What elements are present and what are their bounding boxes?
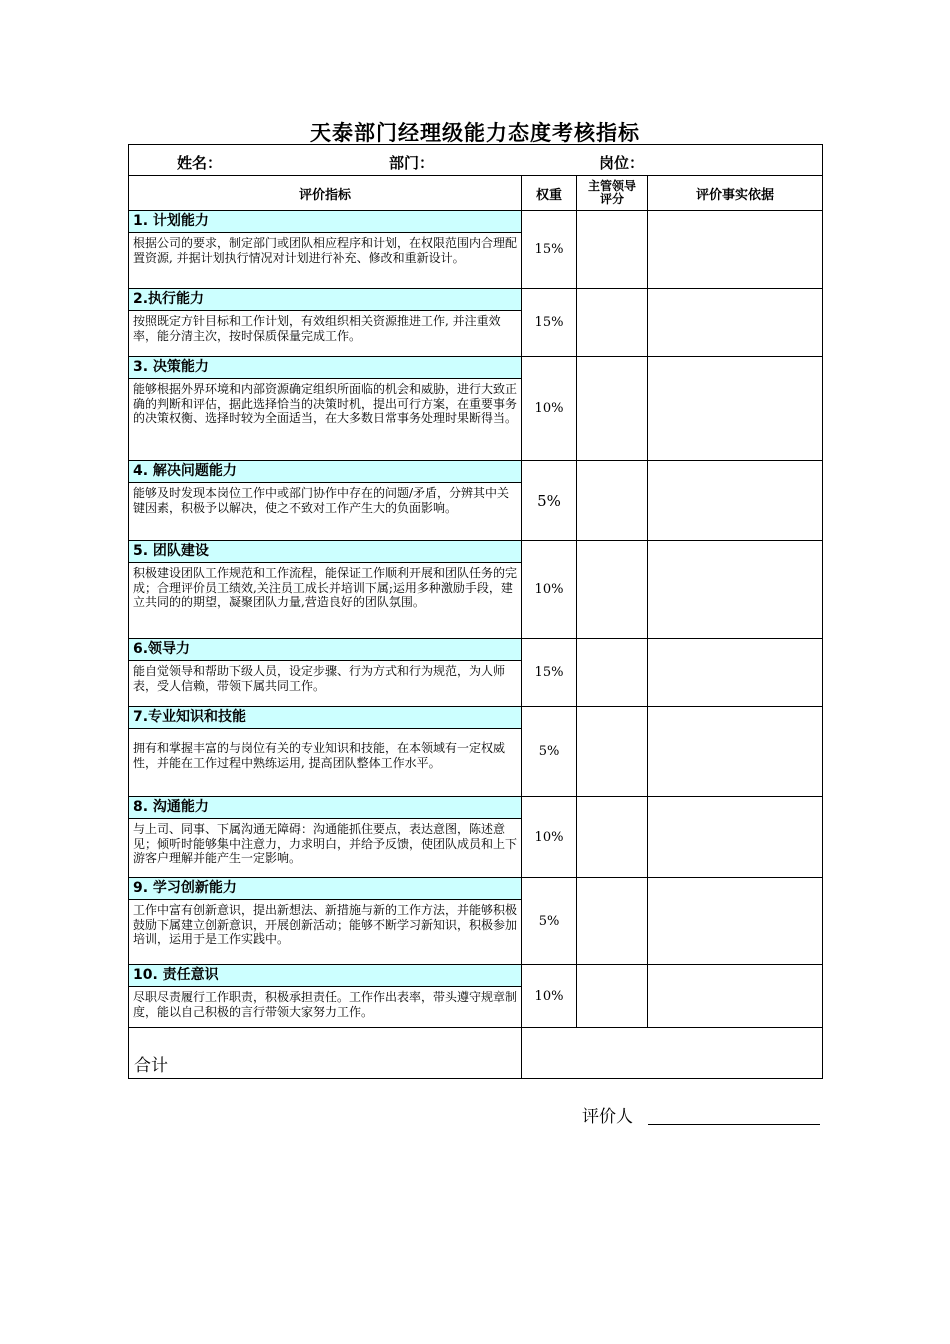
criterion-description: 根据公司的要求，制定部门或团队相应程序和计划，在权限范围内合理配置资源, 并据计划执行情况对计划进行补充、修改和重新设计。 <box>133 236 518 265</box>
criterion-cell <box>129 289 522 357</box>
criterion-cell <box>129 357 522 461</box>
criterion-score-cell[interactable] <box>577 797 648 878</box>
criterion-description: 工作中富有创新意识，提出新想法、新措施与新的工作方法，并能够积极鼓励下属建立创新意识，开展创新活动；能够不断学习新知识，积极参加培训，运用于是工作实践中。 <box>133 903 518 946</box>
criterion-score-cell[interactable] <box>577 639 648 707</box>
criterion-description: 能够及时发现本岗位工作中或部门协作中存在的问题/矛盾，分辨其中关键因素，积极予以解决，使之不致对工作产生大的负面影响。 <box>133 486 510 515</box>
criterion-row <box>129 289 823 357</box>
info-row <box>129 145 823 176</box>
criterion-score-cell[interactable] <box>577 878 648 965</box>
criterion-cell <box>129 965 522 1028</box>
criterion-cell <box>129 541 522 639</box>
header-leader-score-text: 主管领导评分 <box>587 179 636 206</box>
criterion-description: 拥有和掌握丰富的与岗位有关的专业知识和技能，在本领域有一定权威性，并能在工作过程中熟练运用, 提高团队整体工作水平。 <box>133 741 506 770</box>
criterion-description: 与上司、同事、下属沟通无障碍：沟通能抓住要点，表达意图，陈述意见；倾听时能够集中注意力，力求明白，并给予反馈，使团队成员和上下游客户理解并能产生一定影响。 <box>133 822 518 865</box>
criterion-weight: 5% <box>522 461 577 541</box>
criterion-evidence-cell[interactable] <box>648 797 823 878</box>
criterion-row <box>129 541 823 639</box>
criterion-row <box>129 211 823 289</box>
criterion-weight: 5% <box>522 878 577 965</box>
criterion-cell <box>129 707 522 797</box>
header-weight: 权重 <box>522 176 577 211</box>
evaluator-label: 评价人 <box>582 1107 633 1127</box>
criterion-row <box>129 965 823 1028</box>
criterion-cell <box>129 878 522 965</box>
criterion-description: 积极建设团队工作规范和工作流程，能保证工作顺利开展和团队任务的完成；合理评价员工绩效,关注员工成长并培训下属;运用多种激励手段，建立共同的的期望，凝聚团队力量,营造良好的团队氛围。 <box>133 566 518 609</box>
info-cell <box>129 145 823 176</box>
criterion-title: 7.专业知识和技能 <box>129 707 521 729</box>
criterion-evidence-cell[interactable] <box>648 211 823 289</box>
criterion-evidence-cell[interactable] <box>648 541 823 639</box>
total-label: 合计 <box>129 1028 522 1079</box>
criterion-evidence-cell[interactable] <box>648 461 823 541</box>
criterion-weight: 15% <box>522 639 577 707</box>
criterion-row <box>129 639 823 707</box>
header-evidence: 评价事实依据 <box>648 176 823 211</box>
total-value-cell[interactable] <box>522 1028 823 1079</box>
criterion-weight: 5% <box>522 707 577 797</box>
criterion-evidence-cell[interactable] <box>648 289 823 357</box>
criterion-description: 按照既定方针目标和工作计划，有效组织相关资源推进工作, 并注重效率，能分清主次，按时保质保量完成工作。 <box>133 314 501 343</box>
header-leader-score <box>577 176 648 211</box>
criterion-title: 3. 决策能力 <box>129 357 521 379</box>
criterion-title: 6.领导力 <box>129 639 521 661</box>
criterion-row <box>129 797 823 878</box>
criterion-cell <box>129 639 522 707</box>
criterion-title: 4. 解决问题能力 <box>129 461 521 483</box>
total-row <box>129 1028 823 1079</box>
criterion-description: 尽职尽责履行工作职责，积极承担责任。工作作出表率，带头遵守规章制度，能以自己积极的言行带领大家努力工作。 <box>133 990 518 1019</box>
criterion-weight: 10% <box>522 797 577 878</box>
criterion-score-cell[interactable] <box>577 541 648 639</box>
criterion-row <box>129 357 823 461</box>
header-row <box>129 176 823 211</box>
criterion-score-cell[interactable] <box>577 357 648 461</box>
criterion-row <box>129 878 823 965</box>
criterion-score-cell[interactable] <box>577 211 648 289</box>
criterion-evidence-cell[interactable] <box>648 878 823 965</box>
criterion-weight: 15% <box>522 211 577 289</box>
criterion-row <box>129 461 823 541</box>
position-label: 岗位： <box>599 154 645 172</box>
criterion-cell <box>129 797 522 878</box>
criterion-title: 1. 计划能力 <box>129 211 521 233</box>
criterion-weight: 10% <box>522 965 577 1028</box>
name-label: 姓名： <box>177 154 223 172</box>
page-title: 天泰部门经理级能力态度考核指标 <box>310 120 640 145</box>
dept-label: 部门： <box>389 154 435 172</box>
header-indicator: 评价指标 <box>129 176 522 211</box>
criterion-score-cell[interactable] <box>577 289 648 357</box>
criterion-title: 5. 团队建设 <box>129 541 521 563</box>
criterion-evidence-cell[interactable] <box>648 357 823 461</box>
criterion-score-cell[interactable] <box>577 707 648 797</box>
criterion-evidence-cell[interactable] <box>648 639 823 707</box>
evaluator-signature-line[interactable] <box>648 1124 820 1125</box>
criterion-score-cell[interactable] <box>577 965 648 1028</box>
criterion-row <box>129 707 823 797</box>
criterion-cell <box>129 461 522 541</box>
criterion-title: 8. 沟通能力 <box>129 797 521 819</box>
criterion-score-cell[interactable] <box>577 461 648 541</box>
criterion-title: 10. 责任意识 <box>129 965 521 987</box>
assessment-table <box>128 144 823 1079</box>
criterion-title: 2.执行能力 <box>129 289 521 311</box>
criterion-weight: 10% <box>522 541 577 639</box>
criterion-weight: 15% <box>522 289 577 357</box>
criterion-evidence-cell[interactable] <box>648 965 823 1028</box>
criterion-cell <box>129 211 522 289</box>
criterion-description: 能够根据外界环境和内部资源确定组织所面临的机会和威胁，进行大致正确的判断和评估，据此选择恰当的决策时机，提出可行方案，在重要事务的决策权衡、选择时较为全面适当，在大多数日常事务处理时果断得当。 <box>133 382 518 425</box>
criterion-weight: 10% <box>522 357 577 461</box>
criterion-description: 能自觉领导和帮助下级人员，设定步骤、行为方式和行为规范，为人师表，受人信赖，带领下属共同工作。 <box>133 664 506 693</box>
criterion-title: 9. 学习创新能力 <box>129 878 521 900</box>
criterion-evidence-cell[interactable] <box>648 707 823 797</box>
